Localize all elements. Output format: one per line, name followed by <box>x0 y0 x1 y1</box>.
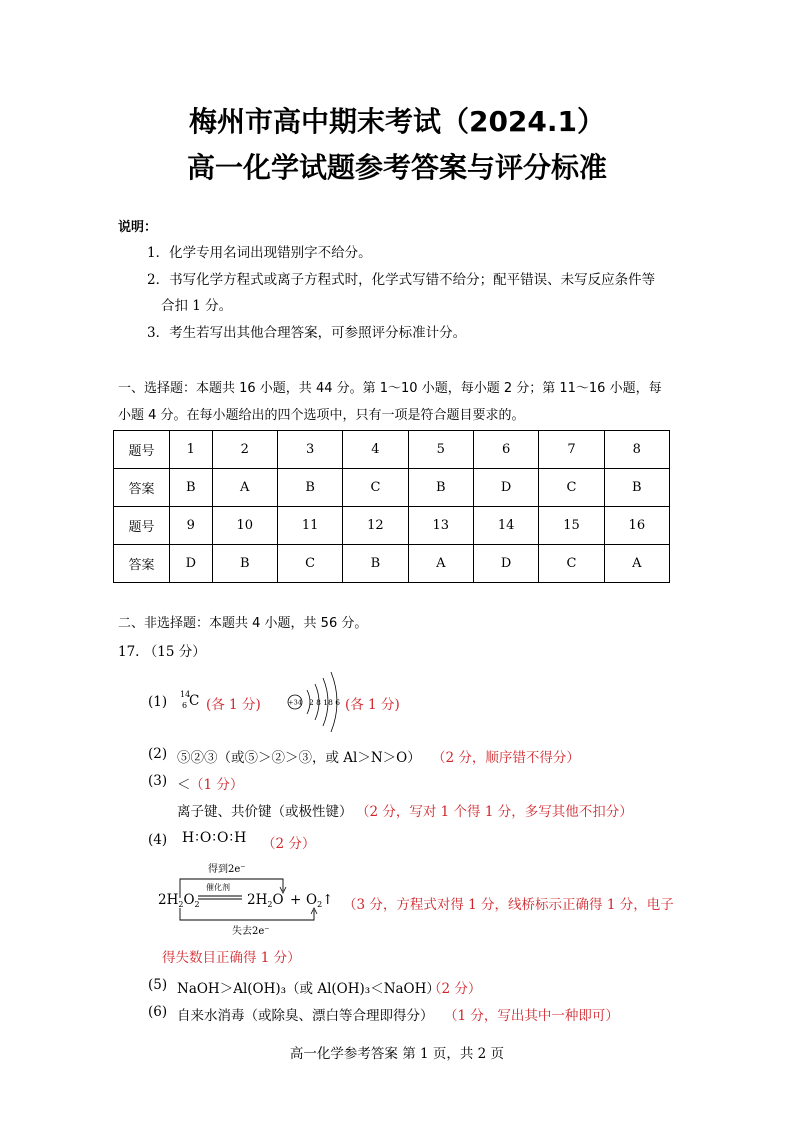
cell: 3 <box>277 431 342 469</box>
cell: 4 <box>343 431 408 469</box>
cell: 14 <box>473 507 538 545</box>
q17-4-label: (4) <box>148 832 168 848</box>
atom-structure-diagram <box>285 670 345 732</box>
cell: 5 <box>408 431 473 469</box>
label-num: 题号 <box>114 507 170 545</box>
note-2-cont: 合扣 1 分。 <box>161 298 233 314</box>
eq-score: （3 分，方程式对得 1 分，线桥标示正确得 1 分，电子 <box>343 897 674 913</box>
eq-plus: + <box>290 892 302 908</box>
section2-heading: 二、非选择题：本题共 4 小题，共 56 分。 <box>118 616 368 631</box>
cell: 6 <box>473 431 538 469</box>
cell: C <box>539 545 604 583</box>
gain-bridge-line <box>180 879 283 898</box>
note-1: 1．化学专用名词出现错别字不给分。 <box>147 245 372 261</box>
q17-6-score: （1 分，写出其中一种即可） <box>444 1008 619 1024</box>
note-3: 3．考生若写出其他合理答案，可参照评分标准计分。 <box>147 325 467 341</box>
table-row <box>114 469 670 507</box>
cell: C <box>277 545 342 583</box>
redox-equation-diagram <box>150 858 350 940</box>
note-2: 2．书写化学方程式或离子方程式时，化学式写错不给分；配平错误、未写反应条件等 <box>147 272 656 288</box>
cell: 16 <box>604 507 669 545</box>
q17-3-text: ＜ <box>177 777 191 793</box>
cell: B <box>408 469 473 507</box>
cell: B <box>343 545 408 583</box>
cell: C <box>343 469 408 507</box>
q17-5-label: (5) <box>148 977 168 993</box>
eq-product-o2: $O_2↑$ <box>306 892 334 909</box>
q17-2-text: ⑤②③（或⑤＞②＞③，或 Al＞N＞O） <box>177 750 421 766</box>
q17-heading: 17. （15 分） <box>118 644 206 660</box>
lose-electrons-label: 失去2e⁻ <box>232 926 270 937</box>
shell-electrons: 2 8 18 6 <box>309 698 341 707</box>
q17-3-label: (3) <box>148 773 168 789</box>
table-row <box>114 545 670 583</box>
eq-score-2: 得失数目正确得 1 分） <box>162 950 301 966</box>
q17-5-text: NaOH＞Al(OH)₃（或 Al(OH)₃＜NaOH） <box>177 981 440 997</box>
cell: 2 <box>212 431 277 469</box>
label-ans: 答案 <box>114 545 170 583</box>
cell: 10 <box>212 507 277 545</box>
q17-2-score: （2 分，顺序错不得分） <box>432 750 580 766</box>
q17-6-text: 自来水消毒（或除臭、漂白等合理即得分） <box>177 1008 434 1024</box>
cell: B <box>212 545 277 583</box>
cell: D <box>473 545 538 583</box>
q17-2-label: (2) <box>148 746 168 762</box>
q17-6-label: (6) <box>148 1004 168 1020</box>
label-ans: 答案 <box>114 469 170 507</box>
page-footer: 高一化学参考答案 第 1 页，共 2 页 <box>289 1046 505 1062</box>
q17-3-line2: 离子键、共价键（或极性键） <box>177 804 353 820</box>
electron-formula: H∶O∶O∶H <box>182 830 248 846</box>
cell: A <box>408 545 473 583</box>
cell: B <box>170 469 213 507</box>
section1-line1: 一、选择题：本题共 16 小题，共 44 分。第 1～10 小题，每小题 2 分；第 11～16 小题，每 <box>118 381 662 396</box>
cell: A <box>604 545 669 583</box>
table-row <box>114 431 670 469</box>
cell: 1 <box>170 431 213 469</box>
eq-lhs: $2H_2O_2$ <box>158 892 200 909</box>
notes-heading: 说明： <box>118 220 158 235</box>
lose-bridge-line <box>180 908 314 920</box>
label-num: 题号 <box>114 431 170 469</box>
cell: 8 <box>604 431 669 469</box>
cell: 13 <box>408 507 473 545</box>
cell: 7 <box>539 431 604 469</box>
cell: B <box>604 469 669 507</box>
q17-3-line2-score: （2 分，写对 1 个得 1 分，多写其他不扣分） <box>356 804 633 820</box>
cell: 9 <box>170 507 213 545</box>
answer-table <box>113 430 670 583</box>
title-line-1: 梅州市高中期末考试（2024.1） <box>188 105 606 138</box>
title-line-2: 高一化学试题参考答案与评分标准 <box>186 151 607 184</box>
cell: B <box>277 469 342 507</box>
q17-1-score-2: (各 1 分) <box>345 697 400 713</box>
cell: D <box>170 545 213 583</box>
gain-electrons-label: 得到2e⁻ <box>208 864 246 875</box>
catalyst-label: 催化剂 <box>206 883 230 892</box>
cell: C <box>539 469 604 507</box>
cell: A <box>212 469 277 507</box>
cell: 11 <box>277 507 342 545</box>
table-row <box>114 507 670 545</box>
q17-1-score: (各 1 分) <box>206 697 261 713</box>
section1-line2: 小题 4 分。在每小题给出的四个选项中，只有一项是符合题目要求的。 <box>118 408 525 423</box>
q17-4-score: （2 分） <box>262 836 316 852</box>
q17-5-score: （2 分） <box>428 981 482 997</box>
q17-1-label: (1) <box>148 694 168 710</box>
nucleus-charge: +34 <box>288 698 302 707</box>
eq-rhs: $2H_2O$ <box>247 892 284 909</box>
q17-3-score: （1 分） <box>190 777 244 793</box>
cell: D <box>473 469 538 507</box>
isotope-symbol: 14 6 C <box>180 690 200 710</box>
cell: 12 <box>343 507 408 545</box>
cell: 15 <box>539 507 604 545</box>
